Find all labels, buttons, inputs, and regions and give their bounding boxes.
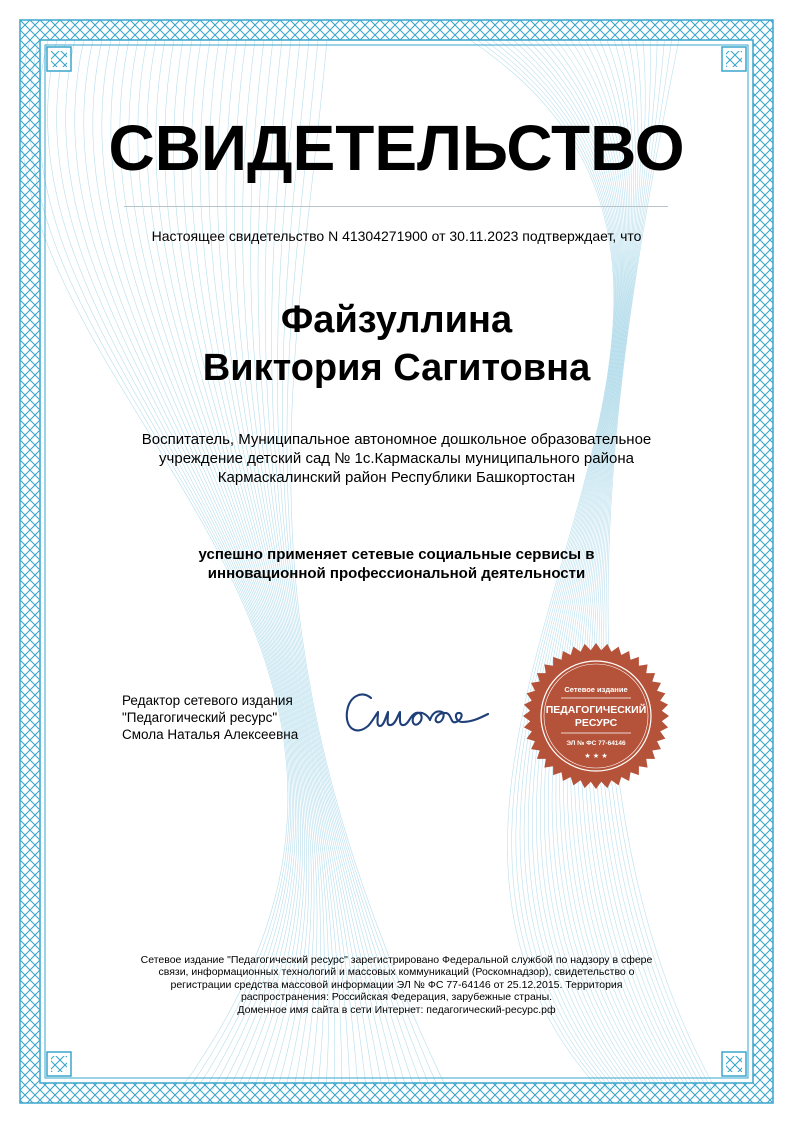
editor-block <box>122 692 298 743</box>
footer-line: регистрации средства массовой информации ЭЛ № ФС 77-64146 от 25.12.2015. Территория <box>170 978 623 991</box>
recipient-surname: Файзуллина <box>280 299 513 341</box>
handwritten-signature <box>338 682 493 746</box>
editor-role: Редактор сетевого издания <box>122 693 293 708</box>
certificate-intro: Настоящее свидетельство N 41304271900 от 30.11.2023 подтверждает, что <box>151 228 642 244</box>
seal-registration: ЭЛ № ФС 77-64146 <box>566 740 626 747</box>
recipient-position <box>100 430 693 487</box>
footer-line: связи, информационных технологий и массовых коммуникаций (Роскомнадзор), свидетельство о <box>158 966 635 979</box>
achievement-line: успешно применяет сетевые социальные сервисы в <box>198 546 595 563</box>
editor-name: Смола Наталья Алексеевна <box>122 727 299 742</box>
editor-publication: "Педагогический ресурс" <box>122 710 278 725</box>
recipient-given-names: Виктория Сагитовна <box>202 347 591 389</box>
seal-title-line1: ПЕДАГОГИЧЕСКИЙ <box>545 704 647 716</box>
footer-line: распространения: Российская Федерация, зарубежные страны. <box>240 991 553 1004</box>
registration-footer <box>110 954 683 1016</box>
certificate-title: СВИДЕТЕЛЬСТВО <box>108 112 685 184</box>
footer-line: Сетевое издание "Педагогический ресурс" зарегистрировано Федеральной службой по надзору в сфере <box>140 954 653 966</box>
achievement-statement <box>100 545 693 583</box>
publication-seal <box>521 641 671 791</box>
seal-stars-icon: ★ ★ ★ <box>584 752 608 760</box>
position-line: Кармаскалинский район Республики Башкортостан <box>217 469 576 486</box>
position-line: учреждение детский сад № 1с.Кармаскалы муниципального района <box>159 450 634 467</box>
recipient-name <box>0 296 793 392</box>
position-line: Воспитатель, Муниципальное автономное дошкольное образовательное <box>141 431 652 448</box>
seal-top-text: Сетевое издание <box>564 685 628 694</box>
seal-title-line2: РЕСУРС <box>574 717 618 729</box>
achievement-line: инновационной профессиональной деятельности <box>207 565 586 582</box>
title-divider <box>124 206 668 207</box>
footer-line: Доменное имя сайта в сети Интернет: педагогический-ресурс.рф <box>237 1003 556 1016</box>
